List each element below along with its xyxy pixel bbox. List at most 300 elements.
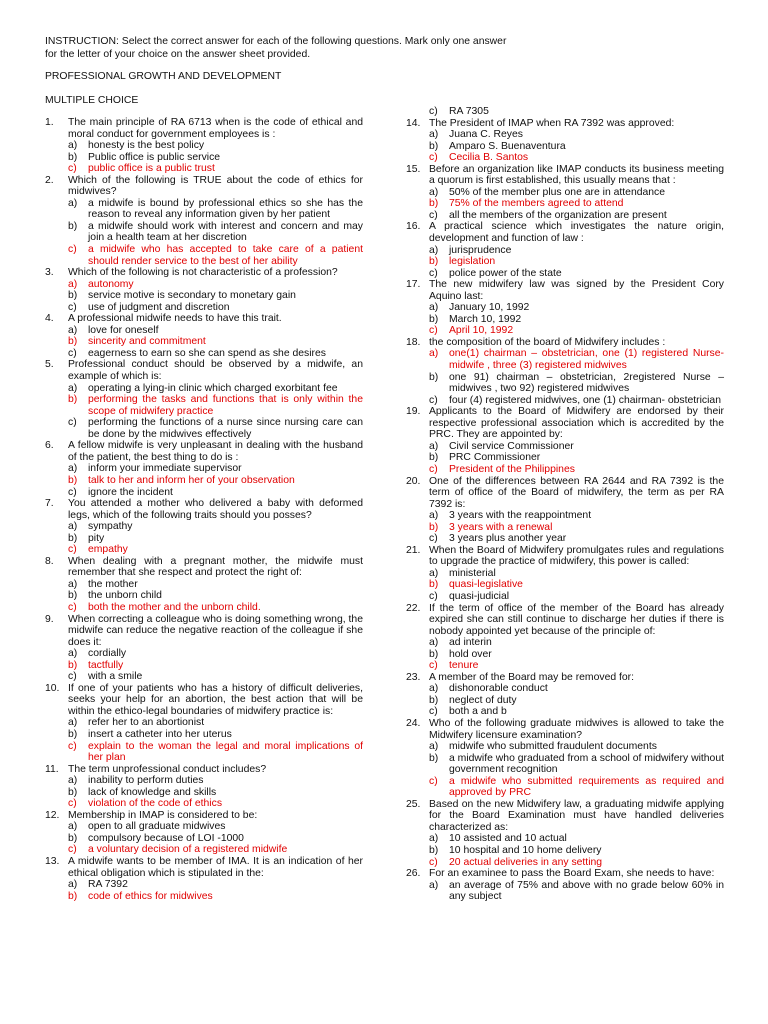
answer-option-correct [406, 522, 724, 534]
option-letter: c) [429, 267, 438, 279]
answer-option [406, 187, 724, 199]
option-letter: a) [68, 578, 78, 590]
left-column [45, 117, 363, 902]
question-stem [45, 856, 363, 879]
answer-option [45, 198, 363, 221]
option-text: operating a lying-in clinic which charged exorbitant fee [88, 382, 338, 394]
option-letter: a) [429, 129, 439, 141]
option-text: 3 years with the reappointment [449, 510, 592, 522]
question-item [45, 267, 363, 313]
option-letter: c) [68, 347, 77, 359]
question-text: Who of the following graduate midwives is allowed to take the Midwifery licensure examination? [429, 717, 724, 741]
option-text: legislation [449, 256, 496, 268]
option-text: Juana C. Reyes [449, 129, 523, 141]
option-text: hold over [449, 648, 492, 660]
question-text: Which of the following is not characteristic of a profession? [68, 267, 338, 279]
option-text: a voluntary decision of a registered midwife [88, 844, 288, 856]
question-text: A fellow midwife is very unpleasant in dealing with the husband of the patient, the best thing to do is : [68, 440, 363, 463]
question-item [406, 476, 724, 545]
question-number: 19. [406, 406, 421, 418]
answer-option [45, 325, 363, 337]
answer-option-correct [45, 660, 363, 672]
answer-option [45, 775, 363, 787]
answer-option [45, 487, 363, 499]
option-letter: a) [429, 510, 439, 522]
question-number: 17. [406, 279, 421, 291]
option-letter: c) [68, 486, 77, 498]
option-letter: c) [429, 394, 438, 406]
option-letter: a) [429, 440, 439, 452]
question-number: 21. [406, 544, 421, 556]
option-text: autonomy [88, 278, 134, 290]
option-letter: b) [429, 140, 439, 152]
question-item [45, 683, 363, 764]
question-text: A member of the Board may be removed for: [429, 671, 635, 683]
answer-option [406, 591, 724, 603]
question-stem [45, 764, 363, 776]
question-stem [406, 799, 724, 834]
option-letter: c) [68, 601, 77, 613]
option-letter: a) [68, 648, 78, 660]
option-letter: b) [68, 786, 78, 798]
option-letter: b) [429, 521, 439, 533]
option-text: quasi-judicial [449, 590, 510, 602]
question-number: 24. [406, 717, 421, 729]
option-letter: a) [429, 741, 439, 753]
option-letter: a) [68, 521, 78, 533]
answer-option [406, 452, 724, 464]
answer-option-correct [406, 152, 724, 164]
option-text: Civil service Commissioner [449, 440, 574, 452]
answer-option [45, 302, 363, 314]
option-letter: a) [68, 382, 78, 394]
answer-option [45, 463, 363, 475]
question-stem [406, 221, 724, 244]
option-text: the unborn child [88, 590, 162, 602]
question-text: When dealing with a pregnant mother, the midwife must remember that she respect and protect the right of: [68, 555, 363, 579]
question-text: Membership in IMAP is considered to be: [68, 809, 258, 821]
question-number: 10. [45, 682, 60, 694]
option-text: cordially [88, 648, 127, 660]
question-number: 25. [406, 798, 421, 810]
question-stem [45, 175, 363, 198]
option-text: both a and b [449, 706, 507, 718]
question-stem [45, 810, 363, 822]
option-text: 10 assisted and 10 actual [449, 833, 567, 845]
question-text: The President of IMAP when RA 7392 was approved: [429, 117, 675, 129]
question-number: 23. [406, 671, 421, 683]
option-letter: c) [429, 706, 438, 718]
question-text: A midwife wants to be member of IMA. It is an indication of her ethical obligation which is stipulated in the: [68, 856, 363, 879]
question-text: For an examinee to pass the Board Exam, she needs to have: [429, 868, 715, 880]
question-item [45, 175, 363, 267]
option-text: all the members of the organization are present [449, 209, 667, 221]
option-letter: a) [429, 833, 439, 845]
option-text: Amparo S. Buenaventura [449, 140, 566, 152]
question-item [406, 672, 724, 718]
answer-option-correct [45, 475, 363, 487]
question-text: When the Board of Midwifery promulgates rules and regulations to upgrade the practice of midwifery, this power is called: [429, 544, 724, 568]
answer-option [45, 590, 363, 602]
answer-option [406, 741, 724, 753]
right-column [406, 106, 724, 903]
answer-option-correct [45, 163, 363, 175]
option-text: public office is a public trust [88, 163, 215, 175]
option-text: sincerity and commitment [88, 336, 206, 348]
option-letter: a) [68, 717, 78, 729]
answer-option [45, 717, 363, 729]
option-text: performing the functions of a nurse since nursing care can be done by the midwives effectively [88, 417, 363, 440]
option-text: use of judgment and discretion [88, 301, 230, 313]
answer-option [406, 141, 724, 153]
option-text: April 10, 1992 [449, 325, 514, 337]
question-text: Which of the following is TRUE about the code of ethics for midwives? [68, 174, 363, 198]
question-number: 9. [45, 613, 54, 625]
option-text: dishonorable conduct [449, 683, 548, 695]
option-text: pity [88, 532, 105, 544]
option-letter: a) [68, 197, 78, 209]
answer-option [406, 314, 724, 326]
option-text: talk to her and inform her of your observation [88, 474, 295, 486]
answer-option-correct [45, 336, 363, 348]
question-stem [406, 672, 724, 684]
question-text: A practical science which investigates the nature origin, development and function of law : [429, 221, 724, 245]
answer-option [45, 821, 363, 833]
option-letter: b) [429, 752, 439, 764]
answer-option-correct [406, 776, 724, 799]
answer-option-correct [406, 857, 724, 869]
option-letter: c) [68, 798, 77, 810]
question-stem [45, 117, 363, 140]
option-text: ad interin [449, 637, 492, 649]
answer-option-correct [45, 602, 363, 614]
answer-option-correct [406, 348, 724, 371]
option-text: inability to perform duties [88, 775, 204, 787]
option-letter: c) [68, 740, 77, 752]
question-number: 15. [406, 163, 421, 175]
question-number: 13. [45, 856, 60, 867]
option-text: one(1) chairman – obstetrician, one (1) registered Nurse-midwife , three (3) registered midwives [449, 348, 724, 372]
option-letter: c) [68, 844, 77, 856]
question-item [45, 117, 363, 175]
answer-option-correct [406, 256, 724, 268]
option-letter: a) [429, 186, 439, 198]
option-text: 75% of the members agreed to attend [449, 198, 624, 210]
answer-option [45, 383, 363, 395]
question-number: 6. [45, 440, 54, 452]
answer-option [45, 729, 363, 741]
option-letter: c) [68, 417, 77, 429]
option-letter: b) [429, 256, 439, 268]
option-text: 20 actual deliveries in any setting [449, 856, 603, 868]
option-text: neglect of duty [449, 694, 517, 706]
option-text: service motive is secondary to monetary gain [88, 290, 296, 302]
instruction-line-2: for the letter of your choice on the answer sheet provided. [45, 48, 311, 60]
option-text: March 10, 1992 [449, 313, 522, 325]
question-text: Based on the new Midwifery law, a graduating midwife applying for the Board Examination must have handled deliveries characterized as: [429, 798, 724, 833]
question-stem [45, 359, 363, 382]
answer-option [45, 521, 363, 533]
option-letter: c) [68, 301, 77, 313]
question-item [406, 406, 724, 475]
question-text: the composition of the board of Midwifery includes : [429, 336, 666, 348]
question-number: 26. [406, 868, 421, 880]
option-text: tactfully [88, 659, 124, 671]
option-letter: b) [68, 290, 78, 302]
answer-option [406, 880, 724, 903]
question-stem [406, 118, 724, 130]
subject-title: PROFESSIONAL GROWTH AND DEVELOPMENT [45, 71, 282, 82]
question-number: 8. [45, 555, 54, 567]
question-text: You attended a mother who delivered a baby with deformed legs, which of the following traits should you posses? [68, 498, 363, 521]
question-item [45, 498, 363, 556]
option-text: midwife who submitted fraudulent documents [449, 741, 657, 753]
option-letter: a) [68, 278, 78, 290]
answer-option [406, 106, 724, 118]
question-text: When correcting a colleague who is doing something wrong, the midwife can reduce the negative reaction of the colleague if she does it: [68, 613, 363, 648]
question-item [45, 810, 363, 856]
answer-option [406, 753, 724, 776]
answer-option-correct [406, 325, 724, 337]
option-letter: a) [68, 324, 78, 336]
option-letter: b) [68, 832, 78, 844]
section-title: MULTIPLE CHOICE [45, 95, 139, 106]
option-letter: a) [68, 821, 78, 833]
option-letter: b) [429, 371, 439, 383]
option-text: President of the Philippines [449, 463, 575, 475]
answer-option [45, 787, 363, 799]
answer-option [406, 637, 724, 649]
option-text: compulsory because of LOI -1000 [88, 832, 244, 844]
option-text: tenure [449, 660, 479, 672]
question-text: Applicants to the Board of Midwifery are endorsed by their respective professional association which is accredited by the PRC. They are appointed by: [429, 406, 724, 441]
answer-option [45, 290, 363, 302]
option-text: a midwife is bound by professional ethics so she has the reason to reveal any information given by her patient [88, 197, 363, 221]
answer-option [45, 533, 363, 545]
question-text: If the term of office of the member of the Board has already expired she can still continue to discharge her duties if there is nobody appointed yet because of the principle of: [429, 602, 724, 637]
question-number: 11. [45, 763, 59, 775]
option-text: 3 years plus another year [449, 533, 567, 545]
option-letter: a) [429, 683, 439, 695]
option-text: insert a catheter into her uterus [88, 728, 232, 740]
answer-option [406, 833, 724, 845]
option-text: Cecilia B. Santos [449, 152, 529, 164]
answer-option [45, 152, 363, 164]
question-stem [45, 440, 363, 463]
option-text: RA 7392 [88, 879, 128, 891]
question-number: 12. [45, 809, 60, 821]
option-text: lack of knowledge and skills [88, 786, 217, 798]
question-stem [406, 279, 724, 302]
option-letter: a) [429, 879, 439, 891]
question-item [406, 868, 724, 903]
option-text: a midwife who submitted requirements as required and approved by PRC [449, 775, 724, 799]
question-text: The main principle of RA 6713 when is the code of ethical and moral conduct for government employees is : [68, 117, 363, 140]
option-text: violation of the code of ethics [88, 798, 223, 810]
option-letter: b) [68, 590, 78, 602]
option-letter: a) [68, 879, 78, 891]
question-item [406, 799, 724, 868]
question-item [406, 718, 724, 799]
option-text: code of ethics for midwives [88, 890, 213, 902]
option-letter: c) [429, 533, 438, 545]
option-letter: c) [429, 152, 438, 164]
question-number: 20. [406, 475, 421, 487]
question-stem [406, 476, 724, 511]
option-text: empathy [88, 544, 128, 556]
question-text: One of the differences between RA 2644 and RA 7392 is the term of office of the Board of midwifery, the term as per RA 7392 is: [429, 475, 724, 510]
option-letter: c) [429, 775, 438, 787]
option-text: honesty is the best policy [88, 140, 205, 152]
answer-option [406, 649, 724, 661]
option-letter: b) [68, 659, 78, 671]
option-text: sympathy [88, 521, 133, 533]
question-number: 16. [406, 221, 421, 233]
answer-option [45, 579, 363, 591]
option-text: four (4) registered midwives, one (1) chairman- obstetrician [449, 394, 721, 406]
answer-option-correct [45, 544, 363, 556]
option-letter: b) [68, 890, 78, 902]
answer-option [45, 221, 363, 244]
question-text: If one of your patients who has a history of difficult deliveries, seeks your help for an abortion, the best action that will be within the ethico-legal boundaries of midwifery practice is: [68, 682, 363, 717]
option-letter: c) [68, 163, 77, 175]
option-letter: a) [429, 637, 439, 649]
option-text: 50% of the member plus one are in attendance [449, 186, 666, 198]
answer-option-correct [406, 198, 724, 210]
option-text: Public office is public service [88, 151, 221, 163]
option-letter: b) [68, 151, 78, 163]
question-number: 2. [45, 174, 54, 186]
option-letter: a) [429, 567, 439, 579]
option-letter: a) [429, 302, 439, 314]
option-text: eagerness to earn so she can spend as she desires [88, 347, 326, 359]
instruction-line-1: INSTRUCTION: Select the correct answer for each of the following questions. Mark only one answer [45, 36, 507, 47]
option-letter: c) [429, 660, 438, 672]
option-text: a midwife who has accepted to take care of a patient should render service to the best of her ability [88, 244, 363, 267]
option-text: refer her to an abortionist [88, 717, 205, 729]
option-letter: c) [429, 325, 438, 337]
answer-option [406, 510, 724, 522]
question-item [45, 313, 363, 359]
answer-option-correct [45, 741, 363, 764]
answer-option-correct [406, 464, 724, 476]
answer-option [45, 417, 363, 440]
answer-option [406, 372, 724, 395]
question-stem [406, 868, 724, 880]
answer-option [406, 706, 724, 718]
answer-option-correct [45, 394, 363, 417]
question-text: A professional midwife needs to have this trait. [68, 313, 282, 325]
question-stem [45, 683, 363, 718]
option-letter: c) [429, 463, 438, 475]
question-text: The term unprofessional conduct includes? [68, 763, 267, 775]
option-text: quasi-legislative [449, 579, 523, 591]
option-text: with a smile [88, 671, 143, 683]
option-letter: b) [429, 452, 439, 464]
question-item [406, 337, 724, 406]
option-letter: b) [429, 648, 439, 660]
option-text: performing the tasks and functions that is only within the scope of midwifery practice [88, 394, 363, 417]
question-stem [406, 337, 724, 349]
question-item [45, 556, 363, 614]
instruction-block [45, 36, 735, 61]
question-number: 18. [406, 336, 421, 348]
option-letter: b) [68, 220, 78, 232]
question-item [406, 164, 724, 222]
option-letter: b) [429, 579, 439, 591]
question-number: 22. [406, 602, 421, 614]
question-item [406, 118, 724, 164]
option-letter: b) [68, 532, 78, 544]
option-text: open to all graduate midwives [88, 821, 226, 833]
answer-option-correct [406, 660, 724, 672]
option-text: both the mother and the unborn child. [88, 601, 261, 613]
answer-option [406, 441, 724, 453]
option-text: a midwife should work with interest and concern and may join a health team at her discretion [88, 220, 363, 244]
answer-option [406, 695, 724, 707]
answer-option [406, 302, 724, 314]
question-item [45, 764, 363, 810]
question-number: 4. [45, 313, 54, 325]
answer-option [45, 671, 363, 683]
answer-option [406, 395, 724, 407]
question-item [406, 279, 724, 337]
option-text: RA 7305 [449, 106, 489, 117]
option-text: a midwife who graduated from a school of midwifery without government recognition [449, 752, 724, 776]
question-item [406, 545, 724, 603]
answer-option [406, 210, 724, 222]
option-text: ignore the incident [88, 486, 173, 498]
question-number: 5. [45, 359, 54, 371]
answer-option [406, 845, 724, 857]
option-text: explain to the woman the legal and moral implications of her plan [88, 740, 363, 764]
option-letter: a) [429, 244, 439, 256]
option-text: love for oneself [88, 324, 159, 336]
option-letter: c) [68, 544, 77, 556]
answer-option [406, 129, 724, 141]
question-stem [406, 164, 724, 187]
option-text: January 10, 1992 [449, 302, 530, 314]
question-number: 14. [406, 117, 421, 129]
answer-option-correct [45, 891, 363, 903]
question-text: Before an organization like IMAP conducts its business meeting a quorum is first established, this usually means that : [429, 163, 724, 187]
question-stem [45, 498, 363, 521]
option-text: inform your immediate supervisor [88, 463, 242, 475]
question-number: 3. [45, 267, 54, 279]
question-item [45, 440, 363, 498]
question-stem [406, 406, 724, 441]
option-text: police power of the state [449, 267, 562, 279]
question-item [45, 614, 363, 683]
option-letter: a) [68, 775, 78, 787]
answer-option-correct [45, 844, 363, 856]
question-stem [45, 313, 363, 325]
option-letter: a) [429, 348, 439, 360]
question-item [45, 856, 363, 902]
answer-option [45, 140, 363, 152]
option-letter: c) [429, 590, 438, 602]
question-stem [45, 614, 363, 649]
question-item [406, 221, 724, 279]
option-letter: b) [429, 845, 439, 856]
option-letter: c) [68, 671, 77, 683]
answer-option [406, 245, 724, 257]
option-text: one 91) chairman – obstetrician, 2registered Nurse – midwives , two 92) registered midwives [449, 371, 724, 395]
option-letter: b) [68, 474, 78, 486]
answer-option-correct [45, 244, 363, 267]
answer-option [45, 833, 363, 845]
option-letter: b) [68, 336, 78, 348]
